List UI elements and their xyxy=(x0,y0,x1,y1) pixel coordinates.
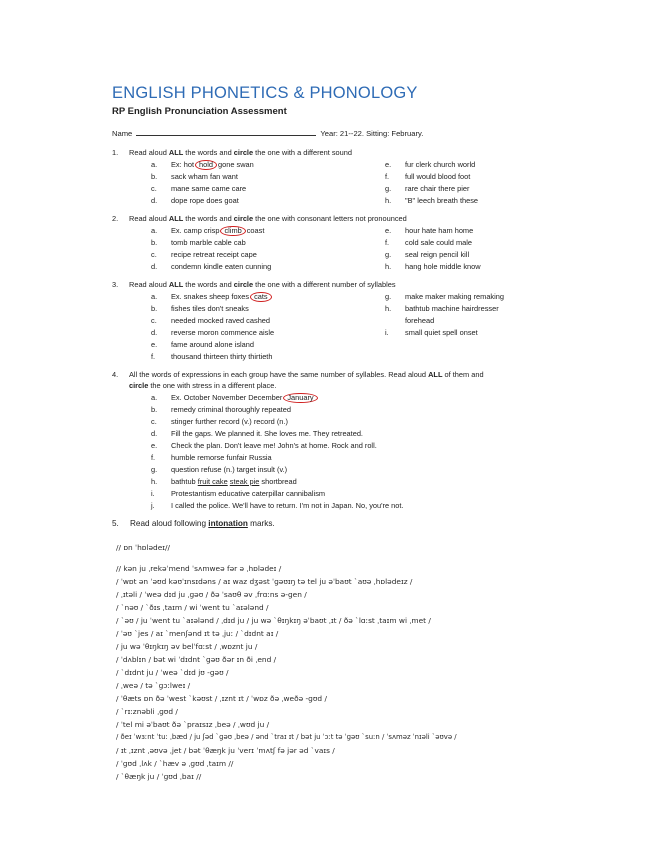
q3-option: e. fame around alone island xyxy=(151,340,254,349)
ipa-line: / ˌweə / tə ˋɡɔːlweɪ / xyxy=(116,681,191,690)
name-year-line xyxy=(112,127,423,138)
q2-option: d. condemn kindle eaten cunning xyxy=(151,262,272,271)
q1-option-a: a. Ex: hot hold gone swan xyxy=(151,160,254,169)
q2-option: g. seal reign pencil kill xyxy=(385,250,470,259)
q3-option-a: a. Ex. snakes sheep foxes cats xyxy=(151,292,273,302)
ipa-line: / ˋθæŋk ju / ˈɡʊd ˌbaɪ // xyxy=(116,772,202,781)
q3-option: g. make maker making remaking xyxy=(385,292,504,301)
ipa-line: / ˋnəʊ / ˋðɪs ˌtaɪm / wi ˈwent tu ˋaɪələnd / xyxy=(116,603,269,612)
q3-instruction: 3. Read aloud ALL the words and circle the one with a different number of syllables xyxy=(112,280,396,289)
q4-option-a: a. Ex. October November December January xyxy=(151,393,319,403)
q1-number: 1. xyxy=(112,148,119,157)
ipa-line: / ˈtel mi əˈbaʊt ðə ˋpraɪsɪz ˌbeə / ˌwʊd ju / xyxy=(116,720,270,729)
q3-number: 3. xyxy=(112,280,119,289)
q5-heading: 5. Read aloud following intonation marks. xyxy=(112,519,275,528)
ipa-line: / ˈəʊ ˋjes / aɪ ˋmenʃənd ɪt tə ˌjuː / ˋdɪdnt aɪ / xyxy=(116,629,279,638)
q2-option-a: a. Ex. camp crisp climb coast xyxy=(151,226,265,235)
q1-option: f. full would blood foot xyxy=(385,172,471,181)
ipa-line: / ðeɪ ˈwɜːnt ˈtuː ˌbæd / ju ʃəd ˋɡəʊ ˌbeə / ənd ˋtraɪ ɪt / bət ju ˈɔːt tə ˈɡəʊ ˋsuːn / ˈsʌməz ˈnɪəli ˋəʊvə / xyxy=(116,733,457,741)
q2-option: f. cold sale could male xyxy=(385,238,472,247)
q4-option-h: h. bathtub fruit cake steak pie shortbread xyxy=(151,477,297,486)
name-label: Name xyxy=(112,129,133,138)
ipa-line: / ˌɪtəli / ˈweə dɪd ju ˌɡəʊ / ðə ˈsaʊθ əv ˌfrɑːns ə-ɡen / xyxy=(116,590,307,599)
ipa-line: / ˈɡʊd ˌlʌk / ˋhæv ə ˌɡʊd ˌtaɪm // xyxy=(116,759,234,768)
name-blank-line xyxy=(136,127,316,136)
q3-option: c. needed mocked raved cashed xyxy=(151,316,271,325)
ipa-line: / ˋdɪdnt ju / ˈweə ˋdɪd jʊ -ɡəʊ / xyxy=(116,668,229,677)
q3-option: b. fishes tiles don't sneaks xyxy=(151,304,249,313)
q4-option: c. stinger further record (v.) record (n.) xyxy=(151,417,288,426)
q1-option: h. "B" leech breath these xyxy=(385,196,479,205)
document-subtitle: RP English Pronunciation Assessment xyxy=(112,106,287,117)
q1-option: e. fur clerk church world xyxy=(385,160,476,169)
year-sitting: Year: 21--22. Sitting: February. xyxy=(320,129,424,138)
ipa-line: / ˋrɪːznəbli ˌɡʊd / xyxy=(116,707,178,716)
q2-option: b. tomb marble cable cab xyxy=(151,238,246,247)
ipa-line: / ju wə ˈθɪŋkɪŋ əv belˈfɑːst / ˌwɒznt ju / xyxy=(116,642,258,651)
q4-option: b. remedy criminal thoroughly repeated xyxy=(151,405,291,414)
q4-instruction-line1: 4. All the words of expressions in each group have the same number of syllables. Read aloud ALL of them and xyxy=(112,370,484,379)
q1-option: g. rare chair there pier xyxy=(385,184,470,193)
ipa-line: // ɒn ˈhɒlədeɪ// xyxy=(116,543,171,552)
q4-option: f. humble remorse funfair Russia xyxy=(151,453,272,462)
q4-option: d. Fill the gaps. We planned it. She loves me. They retreated. xyxy=(151,429,363,438)
ipa-line: / ˈdʌblɪn / bət wi ˈdɪdnt ˋɡəʊ ðər ɪn ði ˌend / xyxy=(116,655,277,664)
ipa-line: // kən ju ˌrekəˈmend ˈsʌmweə fər ə ˌhɒlədeɪ / xyxy=(116,564,282,573)
q2-option: e. hour hate ham home xyxy=(385,226,474,235)
q3-option: f. thousand thirteen thirty thirtieth xyxy=(151,352,273,361)
q1-option: c. mane same came care xyxy=(151,184,247,193)
ipa-line: / ˈwɒt ən ˈəʊd kəʊˈɪnsɪdəns / aɪ waz dʒəst ˈɡəʊɪŋ tə tel ju əˈbaʊt ˋaʊə ˌhɒlədeɪz / xyxy=(116,577,413,586)
q1-option: b. sack wham fan want xyxy=(151,172,238,181)
q4-option: j. I called the police. We'll have to return. I'm not in Japan. No, you're not. xyxy=(151,501,404,510)
q1-option: d. dope rope does goat xyxy=(151,196,239,205)
q4-option: e. Check the plan. Don't leave me! John's at home. Rock and roll. xyxy=(151,441,377,450)
ipa-line: / ˈθæts ɒn ðə ˈwest ˋkəʊst / ˌɪznt ɪt / ˈwɒz ðə ˌweðə -ɡʊd / xyxy=(116,694,327,703)
q4-option: g. question refuse (n.) target insult (v.) xyxy=(151,465,288,474)
q3-option: h. bathtub machine hairdresser xyxy=(385,304,499,313)
q3-option: forehead xyxy=(405,316,435,325)
q2-option: h. hang hole middle know xyxy=(385,262,481,271)
q4-instruction-line2: circle the one with stress in a different place. xyxy=(129,381,277,390)
ipa-line: / ɪt ˌɪznt ˌəʊvə ˌjet / bət ˈθæŋk ju ˈverɪ ˈmʌtʃ fə jər əd ˋvaɪs / xyxy=(116,746,335,755)
ipa-line: / ˋəʊ / ju ˈwent tu ˋaɪələnd / ˌdɪd ju / ju wə ˋθɪŋkɪŋ əˈbaʊt ˌɪt / ðə ˋlɑːst ˌtaɪm wi ˌmet / xyxy=(116,616,431,625)
q2-number: 2. xyxy=(112,214,119,223)
q3-circled-answer: cats xyxy=(250,292,272,302)
q3-option: i. small quiet spell onset xyxy=(385,328,478,337)
q4-number: 4. xyxy=(112,370,119,379)
q4-option: i. Protestantism educative caterpillar cannibalism xyxy=(151,489,326,498)
q1-instruction: 1. Read aloud ALL the words and circle the one with a different sound xyxy=(112,148,352,157)
q1-circled-answer: hold xyxy=(195,160,217,170)
q2-option: c. recipe retreat receipt cape xyxy=(151,250,257,259)
q2-circled-answer: climb xyxy=(220,226,245,236)
q3-option: d. reverse moron commence aisle xyxy=(151,328,275,337)
q4-circled-answer: January xyxy=(283,393,317,403)
document-title: ENGLISH PHONETICS & PHONOLOGY xyxy=(112,84,418,102)
q2-instruction: 2. Read aloud ALL the words and circle the one with consonant letters not pronounced xyxy=(112,214,407,223)
